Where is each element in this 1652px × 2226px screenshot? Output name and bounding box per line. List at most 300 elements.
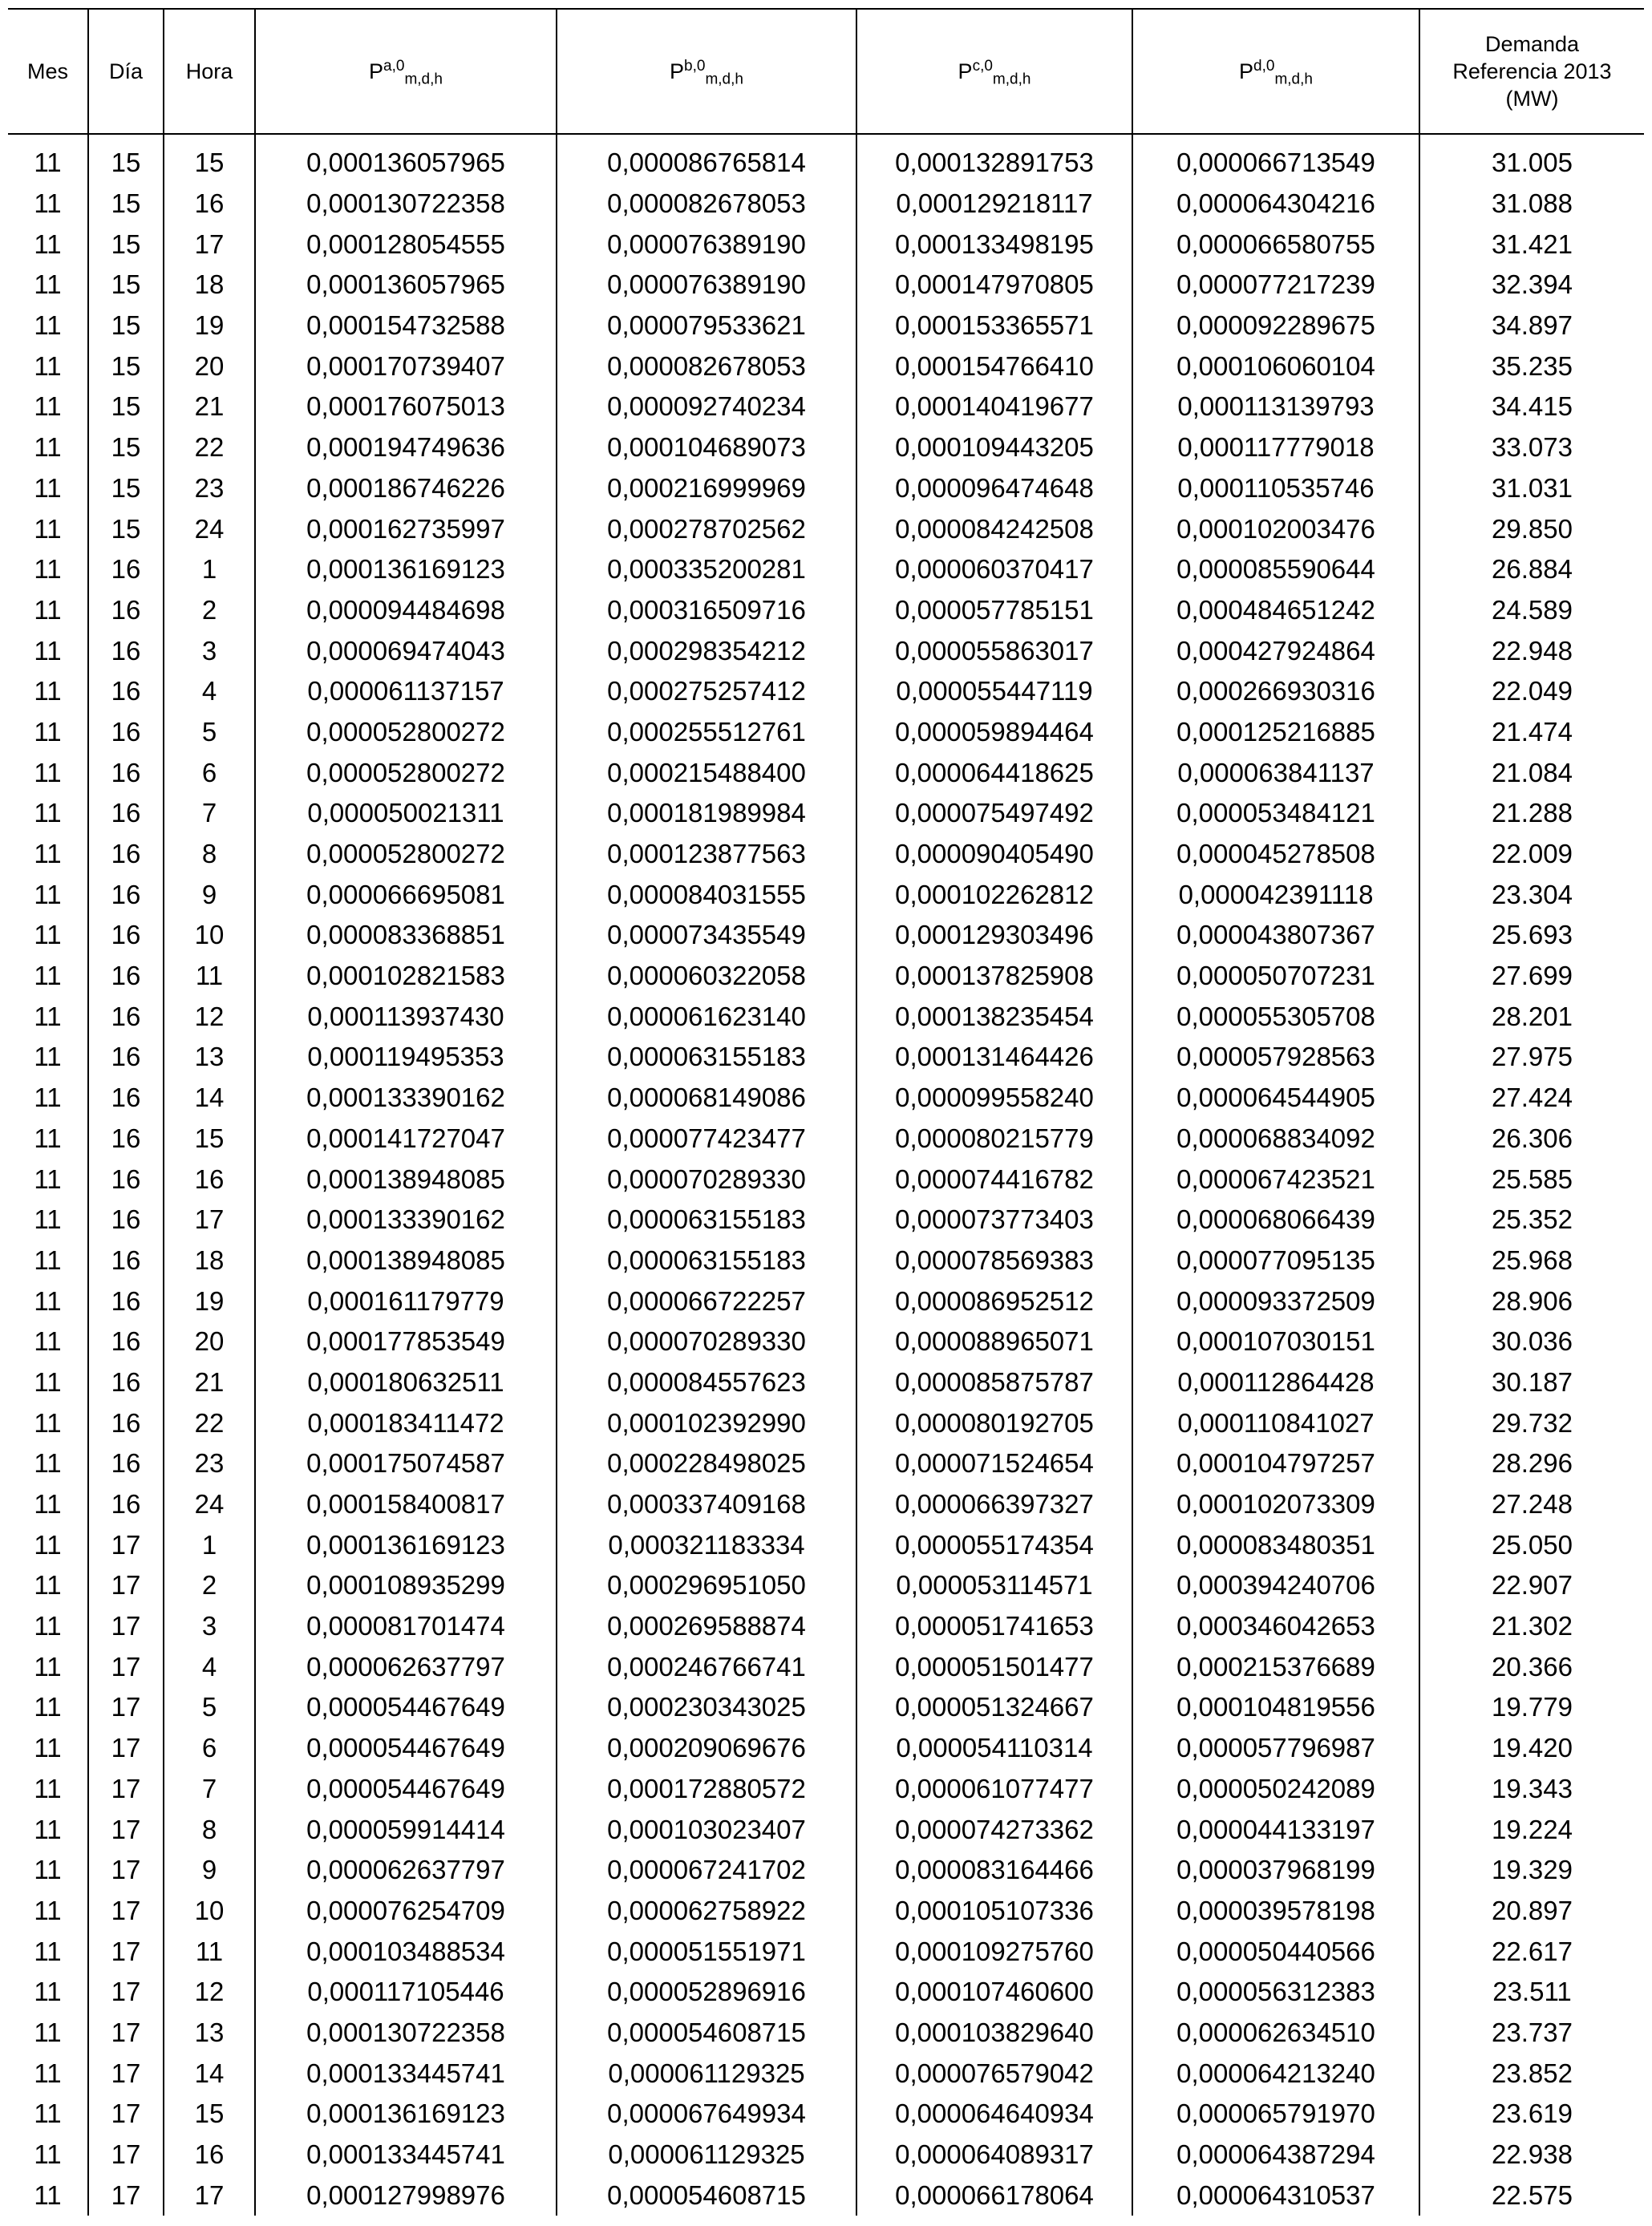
cell-hora: 14 (164, 2053, 255, 2094)
table-row (8, 549, 1644, 590)
cell-pc: 0,000103829640 (856, 2013, 1132, 2054)
cell-dia: 16 (88, 1119, 164, 1160)
cell-mes: 11 (34, 1366, 62, 1397)
table-row (8, 915, 1644, 956)
cell-pa: 0,000136169123 (255, 2094, 557, 2135)
cell-pd: 0,000110841027 (1132, 1402, 1419, 1443)
cell-pd: 0,000064304216 (1132, 184, 1419, 225)
cell-pb: 0,000103023407 (557, 1809, 856, 1850)
cell-pa: 0,000138948085 (255, 1159, 557, 1200)
cell-pa: 0,000066695081 (255, 874, 557, 915)
cell-dia: 16 (88, 1281, 164, 1321)
cell-dia: 17 (88, 1728, 164, 1769)
cell-mes: 11 (34, 2099, 62, 2129)
cell-hora: 19 (164, 1281, 255, 1321)
header-pa: P$^{a,0}_{m,d,h}$ (255, 9, 557, 134)
cell-pc: 0,000109275760 (856, 1931, 1132, 1972)
cell-mes: 11 (34, 513, 62, 544)
cell-pd: 0,000113139793 (1132, 387, 1419, 427)
table-row (8, 265, 1644, 306)
cell-pa: 0,000141727047 (255, 1119, 557, 1160)
cell-pc: 0,000073773403 (856, 1200, 1132, 1240)
cell-hora: 17 (164, 224, 255, 265)
cell-pb: 0,000067241702 (557, 1850, 856, 1891)
cell-dia: 16 (88, 1484, 164, 1525)
cell-pa: 0,000094484698 (255, 590, 557, 631)
cell-pb: 0,000275257412 (557, 671, 856, 712)
cell-pb: 0,000337409168 (557, 1484, 856, 1525)
cell-demanda: 23.737 (1419, 2013, 1644, 2054)
cell-mes: 11 (34, 432, 62, 463)
cell-pd: 0,000065791970 (1132, 2094, 1419, 2135)
cell-pd: 0,000066713549 (1132, 143, 1419, 184)
cell-mes: 11 (34, 1733, 62, 1763)
cell-hora: 15 (164, 1119, 255, 1160)
cell-pa: 0,000180632511 (255, 1362, 557, 1403)
table-row (8, 1443, 1644, 1484)
cell-hora: 12 (164, 1972, 255, 2013)
header-dia: Día (88, 9, 164, 134)
cell-hora: 10 (164, 915, 255, 956)
cell-pc: 0,000057785151 (856, 590, 1132, 631)
cell-hora: 9 (164, 874, 255, 915)
cell-mes: 11 (34, 1285, 62, 1316)
cell-pa: 0,000076254709 (255, 1891, 557, 1932)
table-header-row (8, 9, 1644, 134)
cell-pc: 0,000105107336 (856, 1891, 1132, 1932)
cell-mes: 11 (34, 1895, 62, 1925)
cell-pd: 0,000056312383 (1132, 1972, 1419, 2013)
cell-demanda: 22.009 (1419, 834, 1644, 875)
cell-mes: 11 (34, 676, 62, 706)
cell-demanda: 23.511 (1419, 1972, 1644, 2013)
cell-dia: 16 (88, 752, 164, 793)
cell-hora: 12 (164, 996, 255, 1037)
cell-dia: 15 (88, 184, 164, 225)
cell-pb: 0,000296951050 (557, 1565, 856, 1606)
cell-pa: 0,000128054555 (255, 224, 557, 265)
cell-demanda: 21.302 (1419, 1606, 1644, 1647)
cell-hora: 16 (164, 2135, 255, 2175)
cell-pc: 0,000129303496 (856, 915, 1132, 956)
cell-pc: 0,000055863017 (856, 630, 1132, 671)
cell-pb: 0,000084031555 (557, 874, 856, 915)
cell-pa: 0,000061137157 (255, 671, 557, 712)
cell-pb: 0,000068149086 (557, 1078, 856, 1119)
cell-pd: 0,000064213240 (1132, 2053, 1419, 2094)
cell-dia: 15 (88, 508, 164, 549)
cell-pa: 0,000130722358 (255, 184, 557, 225)
cell-mes: 11 (34, 839, 62, 869)
cell-pa: 0,000158400817 (255, 1484, 557, 1525)
cell-mes: 11 (34, 148, 62, 178)
cell-pc: 0,000153365571 (856, 306, 1132, 346)
table-row (8, 427, 1644, 468)
cell-demanda: 19.329 (1419, 1850, 1644, 1891)
table-row (8, 306, 1644, 346)
cell-hora: 3 (164, 1606, 255, 1647)
cell-pb: 0,000076389190 (557, 224, 856, 265)
cell-pa: 0,000176075013 (255, 387, 557, 427)
cell-pb: 0,000061129325 (557, 2135, 856, 2175)
cell-pa: 0,000054467649 (255, 1728, 557, 1769)
cell-hora: 1 (164, 1524, 255, 1565)
table-row (8, 1769, 1644, 1810)
cell-demanda: 20.897 (1419, 1891, 1644, 1932)
cell-hora: 20 (164, 1321, 255, 1362)
cell-hora: 14 (164, 1078, 255, 1119)
cell-pd: 0,000346042653 (1132, 1606, 1419, 1647)
cell-dia: 16 (88, 1159, 164, 1200)
cell-pc: 0,000066397327 (856, 1484, 1132, 1525)
table-row (8, 1484, 1644, 1525)
cell-dia: 16 (88, 1240, 164, 1281)
cell-dia: 17 (88, 1931, 164, 1972)
cell-dia: 17 (88, 1809, 164, 1850)
cell-pa: 0,000062637797 (255, 1646, 557, 1687)
cell-pc: 0,000096474648 (856, 468, 1132, 509)
cell-pc: 0,000076579042 (856, 2053, 1132, 2094)
cell-pb: 0,000073435549 (557, 915, 856, 956)
cell-dia: 15 (88, 143, 164, 184)
cell-pa: 0,000052800272 (255, 752, 557, 793)
cell-pb: 0,000084557623 (557, 1362, 856, 1403)
cell-pb: 0,000062758922 (557, 1891, 856, 1932)
cell-pb: 0,000181989984 (557, 793, 856, 834)
cell-pa: 0,000133390162 (255, 1200, 557, 1240)
cell-pd: 0,000042391118 (1132, 874, 1419, 915)
cell-demanda: 23.619 (1419, 2094, 1644, 2135)
cell-pa: 0,000177853549 (255, 1321, 557, 1362)
cell-pd: 0,000092289675 (1132, 306, 1419, 346)
cell-pc: 0,000064418625 (856, 752, 1132, 793)
table-body (8, 134, 1644, 2216)
cell-pa: 0,000083368851 (255, 915, 557, 956)
cell-dia: 17 (88, 2175, 164, 2216)
cell-demanda: 35.235 (1419, 346, 1644, 387)
cell-mes: 11 (34, 1692, 62, 1722)
table-row (8, 346, 1644, 387)
cell-mes: 11 (34, 1529, 62, 1560)
table-row (8, 1200, 1644, 1240)
cell-pd: 0,000102073309 (1132, 1484, 1419, 1525)
cell-pb: 0,000215488400 (557, 752, 856, 793)
table-row (8, 793, 1644, 834)
cell-demanda: 28.201 (1419, 996, 1644, 1037)
table-row (8, 1687, 1644, 1728)
cell-mes: 11 (34, 2058, 62, 2088)
cell-pb: 0,000298354212 (557, 630, 856, 671)
cell-pa: 0,000127998976 (255, 2175, 557, 2216)
header-pc: P$^{c,0}_{m,d,h}$ (856, 9, 1132, 134)
cell-hora: 22 (164, 427, 255, 468)
cell-pd: 0,000484651242 (1132, 590, 1419, 631)
cell-pd: 0,000044133197 (1132, 1809, 1419, 1850)
cell-pb: 0,000321183334 (557, 1524, 856, 1565)
cell-demanda: 27.975 (1419, 1037, 1644, 1078)
cell-mes: 11 (34, 472, 62, 503)
cell-hora: 6 (164, 752, 255, 793)
table-row (8, 834, 1644, 875)
cell-pa: 0,000133445741 (255, 2135, 557, 2175)
cell-dia: 15 (88, 427, 164, 468)
table-row (8, 1931, 1644, 1972)
cell-hora: 17 (164, 1200, 255, 1240)
cell-pd: 0,000394240706 (1132, 1565, 1419, 1606)
table-row (8, 1809, 1644, 1850)
cell-demanda: 23.852 (1419, 2053, 1644, 2094)
cell-pb: 0,000092740234 (557, 387, 856, 427)
cell-pb: 0,000228498025 (557, 1443, 856, 1484)
cell-pa: 0,000054467649 (255, 1687, 557, 1728)
cell-demanda: 31.031 (1419, 468, 1644, 509)
cell-demanda: 21.084 (1419, 752, 1644, 793)
cell-mes: 11 (34, 1855, 62, 1885)
table-row (8, 2094, 1644, 2135)
cell-demanda: 22.907 (1419, 1565, 1644, 1606)
cell-dia: 17 (88, 1769, 164, 1810)
table-row (8, 387, 1644, 427)
cell-pc: 0,000074273362 (856, 1809, 1132, 1850)
table-row (8, 224, 1644, 265)
cell-hora: 5 (164, 712, 255, 753)
cell-pc: 0,000080215779 (856, 1119, 1132, 1160)
cell-dia: 16 (88, 834, 164, 875)
cell-mes: 11 (34, 188, 62, 219)
cell-dia: 16 (88, 996, 164, 1037)
cell-dia: 16 (88, 1078, 164, 1119)
cell-demanda: 25.968 (1419, 1240, 1644, 1281)
cell-pc: 0,000059894464 (856, 712, 1132, 753)
cell-demanda: 19.420 (1419, 1728, 1644, 1769)
cell-demanda: 23.304 (1419, 874, 1644, 915)
cell-pa: 0,000136169123 (255, 549, 557, 590)
cell-demanda: 34.415 (1419, 387, 1644, 427)
cell-mes: 11 (34, 1164, 62, 1194)
cell-pd: 0,000107030151 (1132, 1321, 1419, 1362)
table-row (8, 2135, 1644, 2175)
cell-mes: 11 (34, 1814, 62, 1844)
cell-pa: 0,000059914414 (255, 1809, 557, 1850)
cell-mes: 11 (34, 757, 62, 787)
cell-hora: 18 (164, 265, 255, 306)
table-row (8, 143, 1644, 184)
cell-pb: 0,000061623140 (557, 996, 856, 1037)
cell-pa: 0,000052800272 (255, 834, 557, 875)
cell-pd: 0,000062634510 (1132, 2013, 1419, 2054)
cell-hora: 21 (164, 387, 255, 427)
cell-hora: 20 (164, 346, 255, 387)
cell-pb: 0,000123877563 (557, 834, 856, 875)
cell-demanda: 34.897 (1419, 306, 1644, 346)
table-row (8, 996, 1644, 1037)
cell-dia: 17 (88, 1524, 164, 1565)
cell-dia: 16 (88, 1200, 164, 1240)
cell-pa: 0,000102821583 (255, 956, 557, 997)
cell-pb: 0,000061129325 (557, 2053, 856, 2094)
cell-pd: 0,000077095135 (1132, 1240, 1419, 1281)
cell-hora: 24 (164, 508, 255, 549)
cell-demanda: 26.306 (1419, 1119, 1644, 1160)
cell-mes: 11 (34, 920, 62, 950)
cell-pb: 0,000082678053 (557, 346, 856, 387)
cell-pb: 0,000076389190 (557, 265, 856, 306)
table-row (8, 1159, 1644, 1200)
cell-pa: 0,000119495353 (255, 1037, 557, 1078)
cell-dia: 16 (88, 1402, 164, 1443)
table-row (8, 1728, 1644, 1769)
cell-pd: 0,000045278508 (1132, 834, 1419, 875)
cell-dia: 17 (88, 1606, 164, 1647)
cell-pb: 0,000104689073 (557, 427, 856, 468)
cell-demanda: 21.474 (1419, 712, 1644, 753)
cell-pd: 0,000050242089 (1132, 1769, 1419, 1810)
table-row (8, 671, 1644, 712)
cell-mes: 11 (34, 1651, 62, 1682)
header-pb: P$^{b,0}_{m,d,h}$ (557, 9, 856, 134)
cell-hora: 4 (164, 671, 255, 712)
cell-pb: 0,000052896916 (557, 1972, 856, 2013)
cell-demanda: 25.050 (1419, 1524, 1644, 1565)
cell-mes: 11 (34, 2139, 62, 2170)
cell-pd: 0,000037968199 (1132, 1850, 1419, 1891)
cell-pc: 0,000080192705 (856, 1402, 1132, 1443)
cell-demanda: 28.296 (1419, 1443, 1644, 1484)
cell-pc: 0,000061077477 (856, 1769, 1132, 1810)
cell-demanda: 33.073 (1419, 427, 1644, 468)
cell-pa: 0,000130722358 (255, 2013, 557, 2054)
table-row (8, 1646, 1644, 1687)
cell-pc: 0,000085875787 (856, 1362, 1132, 1403)
cell-mes: 11 (34, 594, 62, 625)
cell-pc: 0,000051324667 (856, 1687, 1132, 1728)
cell-mes: 11 (34, 350, 62, 381)
cell-pc: 0,000075497492 (856, 793, 1132, 834)
table-row (8, 1078, 1644, 1119)
cell-demanda: 25.585 (1419, 1159, 1644, 1200)
cell-dia: 16 (88, 1037, 164, 1078)
cell-pa: 0,000194749636 (255, 427, 557, 468)
table-row (8, 1119, 1644, 1160)
table-row (8, 1565, 1644, 1606)
cell-hora: 11 (164, 956, 255, 997)
cell-hora: 15 (164, 143, 255, 184)
cell-pc: 0,000088965071 (856, 1321, 1132, 1362)
cell-pa: 0,000183411472 (255, 1402, 557, 1443)
cell-demanda: 20.366 (1419, 1646, 1644, 1687)
cell-mes: 11 (34, 310, 62, 341)
table-row (8, 1606, 1644, 1647)
cell-pd: 0,000102003476 (1132, 508, 1419, 549)
table-row (8, 874, 1644, 915)
cell-pb: 0,000216999969 (557, 468, 856, 509)
cell-hora: 9 (164, 1850, 255, 1891)
cell-dia: 16 (88, 671, 164, 712)
cell-demanda: 19.779 (1419, 1687, 1644, 1728)
cell-pd: 0,000093372509 (1132, 1281, 1419, 1321)
cell-demanda: 31.421 (1419, 224, 1644, 265)
cell-dia: 17 (88, 1891, 164, 1932)
cell-pc: 0,000132891753 (856, 143, 1132, 184)
cell-hora: 18 (164, 1240, 255, 1281)
cell-pc: 0,000147970805 (856, 265, 1132, 306)
header-demanda: Demanda Referencia 2013 (MW) (1419, 9, 1644, 134)
cell-hora: 23 (164, 468, 255, 509)
cell-hora: 21 (164, 1362, 255, 1403)
cell-dia: 15 (88, 346, 164, 387)
cell-pa: 0,000108935299 (255, 1565, 557, 1606)
cell-demanda: 22.049 (1419, 671, 1644, 712)
cell-demanda: 22.617 (1419, 1931, 1644, 1972)
cell-dia: 16 (88, 630, 164, 671)
table-row (8, 508, 1644, 549)
cell-pb: 0,000060322058 (557, 956, 856, 997)
cell-pd: 0,000039578198 (1132, 1891, 1419, 1932)
cell-hora: 16 (164, 1159, 255, 1200)
cell-pa: 0,000136057965 (255, 265, 557, 306)
cell-hora: 15 (164, 2094, 255, 2135)
table-row (8, 1240, 1644, 1281)
cell-pc: 0,000107460600 (856, 1972, 1132, 2013)
cell-mes: 11 (34, 1001, 62, 1031)
cell-demanda: 30.036 (1419, 1321, 1644, 1362)
cell-pa: 0,000162735997 (255, 508, 557, 549)
header-mes: Mes (8, 9, 88, 134)
cell-dia: 17 (88, 1646, 164, 1687)
cell-pb: 0,000054608715 (557, 2175, 856, 2216)
cell-pa: 0,000186746226 (255, 468, 557, 509)
cell-pc: 0,000051501477 (856, 1646, 1132, 1687)
cell-hora: 5 (164, 1687, 255, 1728)
cell-pd: 0,000064310537 (1132, 2175, 1419, 2216)
cell-pa: 0,000133445741 (255, 2053, 557, 2094)
table-row (8, 1850, 1644, 1891)
cell-mes: 11 (34, 1570, 62, 1601)
cell-pb: 0,000102392990 (557, 1402, 856, 1443)
cell-pb: 0,000172880572 (557, 1769, 856, 1810)
table-row (8, 2175, 1644, 2216)
cell-demanda: 28.906 (1419, 1281, 1644, 1321)
header-hora: Hora (164, 9, 255, 134)
header-pd: P$^{d,0}_{m,d,h}$ (1132, 9, 1419, 134)
cell-pd: 0,000063841137 (1132, 752, 1419, 793)
cell-pb: 0,000077423477 (557, 1119, 856, 1160)
cell-mes: 11 (34, 879, 62, 909)
cell-mes: 11 (34, 961, 62, 991)
cell-pc: 0,000138235454 (856, 996, 1132, 1037)
cell-pa: 0,000136057965 (255, 143, 557, 184)
cell-pd: 0,000068066439 (1132, 1200, 1419, 1240)
cell-demanda: 29.732 (1419, 1402, 1644, 1443)
table-row (8, 1037, 1644, 1078)
table-spacer-row (8, 134, 1644, 143)
cell-pb: 0,000070289330 (557, 1321, 856, 1362)
cell-pb: 0,000079533621 (557, 306, 856, 346)
cell-mes: 11 (34, 798, 62, 828)
cell-hora: 22 (164, 1402, 255, 1443)
cell-pd: 0,000266930316 (1132, 671, 1419, 712)
cell-demanda: 29.850 (1419, 508, 1644, 549)
cell-pc: 0,000140419677 (856, 387, 1132, 427)
cell-mes: 11 (34, 269, 62, 300)
cell-pa: 0,000050021311 (255, 793, 557, 834)
cell-dia: 16 (88, 956, 164, 997)
cell-mes: 11 (34, 1407, 62, 1438)
cell-demanda: 21.288 (1419, 793, 1644, 834)
cell-pb: 0,000209069676 (557, 1728, 856, 1769)
cell-pb: 0,000063155183 (557, 1037, 856, 1078)
cell-pd: 0,000085590644 (1132, 549, 1419, 590)
